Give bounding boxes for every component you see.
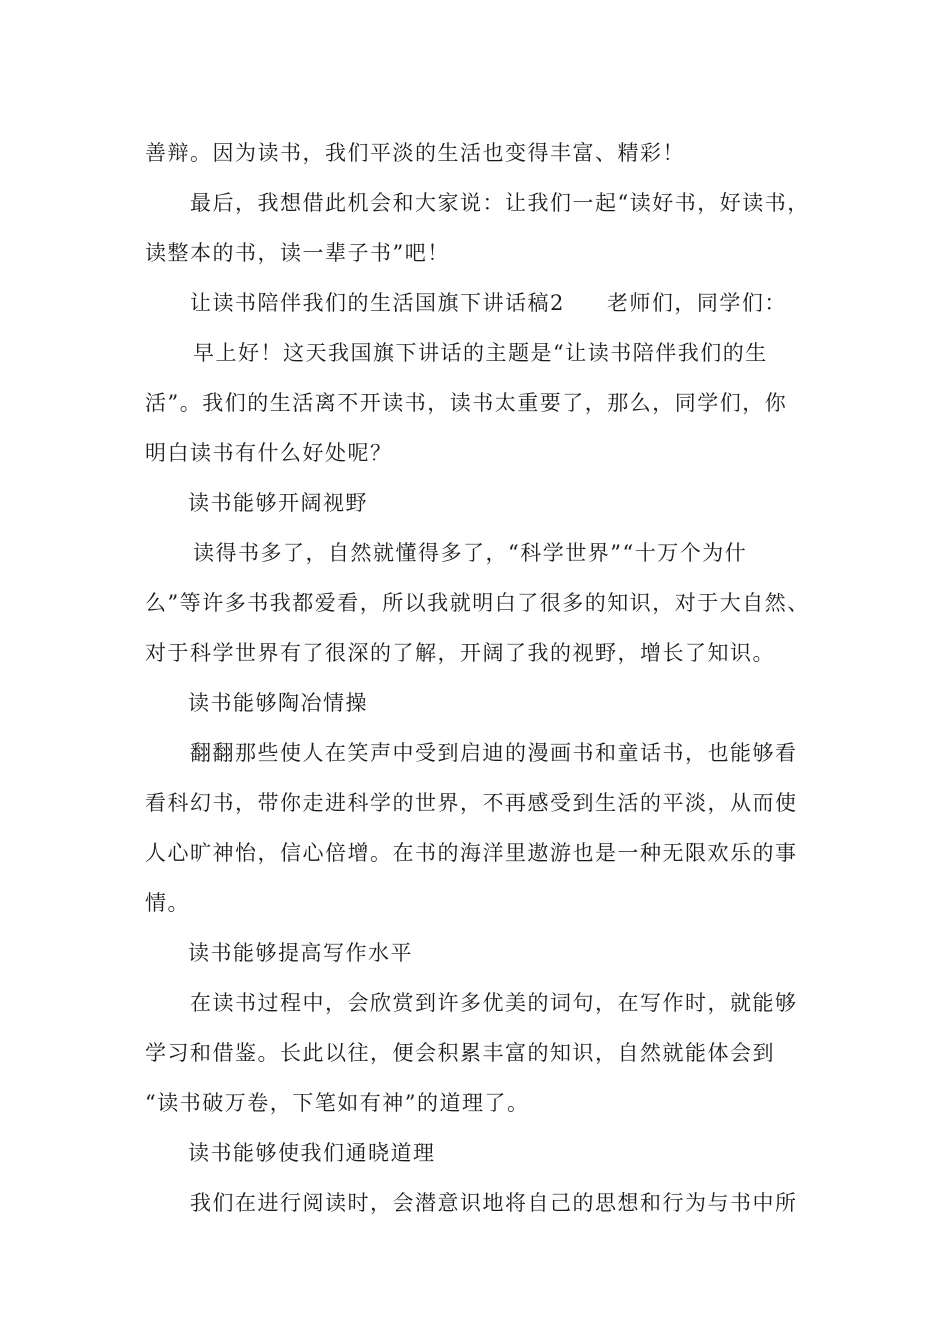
paragraph-line: 最后，我想借此机会和大家说：让我们一起“读好书，好读书，: [190, 191, 810, 215]
paragraph-line: “读书破万卷，下笔如有神”的道理了。: [145, 1091, 530, 1115]
paragraph-line: 善辩。因为读书，我们平淡的生活也变得丰富、精彩！: [145, 141, 685, 165]
paragraph-line: 在读书过程中，会欣赏到许多优美的词句，在写作时，就能够: [190, 991, 798, 1015]
document-body: [145, 128, 815, 1228]
paragraph-line: 读得书多了，自然就懂得多了，“科学世界”“十万个为什: [193, 541, 748, 565]
salutation: 老师们，同学们：: [606, 291, 787, 315]
speech-title-line: [145, 278, 815, 328]
speech-title: 让读书陪伴我们的生活国旗下讲话稿2: [190, 291, 565, 315]
section-heading: 读书能够开阔视野: [188, 491, 368, 515]
paragraph-line: 翻翻那些使人在笑声中受到启迪的漫画书和童话书，也能够看: [190, 741, 798, 765]
paragraph-line: 学习和借鉴。长此以往，便会积累丰富的知识，自然就能体会到: [145, 1041, 775, 1065]
paragraph-line: 人心旷神怡，信心倍增。在书的海洋里遨游也是一种无限欢乐的事: [145, 841, 798, 865]
section-heading: 读书能够提高写作水平: [188, 941, 413, 965]
paragraph-line: 早上好！这天我国旗下讲话的主题是“让读书陪伴我们的生: [193, 341, 768, 365]
paragraph-line: 我们在进行阅读时，会潜意识地将自己的思想和行为与书中所: [190, 1191, 798, 1215]
paragraph-line: 看科幻书，带你走进科学的世界，不再感受到生活的平淡，从而使: [145, 791, 798, 815]
paragraph-line: 么”等许多书我都爱看，所以我就明白了很多的知识，对于大自然、: [145, 591, 810, 615]
paragraph-line: 明白读书有什么好处呢？: [145, 441, 393, 465]
section-heading: 读书能够陶冶情操: [188, 691, 368, 715]
paragraph-line: 活”。我们的生活离不开读书，读书太重要了，那么，同学们，你: [145, 391, 788, 415]
section-heading: 读书能够使我们通晓道理: [188, 1141, 436, 1165]
paragraph-line: 情。: [145, 891, 190, 915]
paragraph-line: 对于科学世界有了很深的了解，开阔了我的视野，增长了知识。: [145, 641, 775, 665]
paragraph-line: 读整本的书，读一辈子书”吧！: [145, 241, 450, 265]
